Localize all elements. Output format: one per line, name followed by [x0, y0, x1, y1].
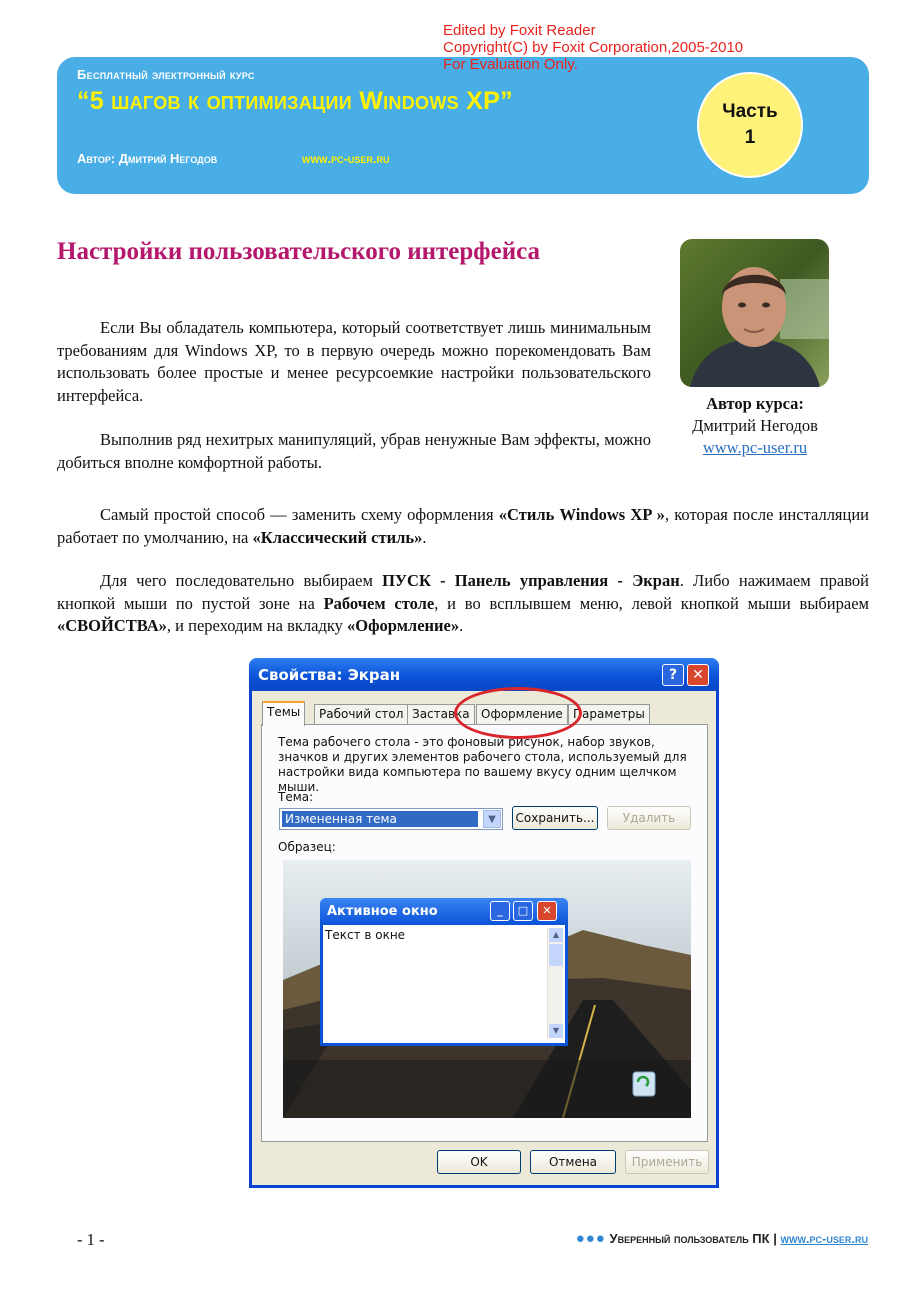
p4-bold-menu-path: ПУСК - Панель управления - Экран — [382, 571, 680, 590]
author-photo — [680, 239, 829, 387]
p4-text-e: , и во всплывшем меню, левой кнопкой мыши выбираем — [434, 593, 869, 613]
theme-description: Тема рабочего стола - это фоновый рисунок, набор звуков, значков и других элементов рабочего стола, используемый для настройки вида компьютера по вашему вкусу одним щелчком мыши. — [278, 735, 687, 794]
preview-window-text: Текст в окне — [325, 928, 406, 942]
preview-active-window — [320, 898, 568, 1046]
appearance-tab-highlight — [454, 687, 582, 739]
paragraph-1: Если Вы обладатель компьютера, который соответствует лишь минимальным требованиям для Windows XP, то в первую очередь можно порекомендовать Вам использовать более простые и менее ресурсоемкие настройки пользовательского интерфейса. — [57, 318, 651, 405]
part-badge — [697, 72, 803, 178]
foxit-watermark — [443, 22, 743, 73]
tab-appearance[interactable]: Оформление — [476, 704, 568, 725]
minimize-icon: _ — [490, 901, 510, 921]
course-banner — [57, 57, 869, 194]
footer-brand — [576, 1230, 868, 1247]
author-portrait-image — [680, 239, 829, 387]
preview-window-title-bar — [320, 898, 568, 925]
tab-themes[interactable]: Темы — [262, 701, 305, 726]
save-button[interactable]: Сохранить... — [512, 806, 598, 830]
chevron-down-icon[interactable]: ▼ — [483, 810, 501, 828]
apply-button[interactable]: Применить — [625, 1150, 709, 1174]
ok-button[interactable]: OK — [437, 1150, 521, 1174]
maximize-icon: □ — [513, 901, 533, 921]
banner-site-link[interactable]: www.pc-user.ru — [302, 151, 390, 166]
banner-title: “5 шагов к оптимизации Windows XP” — [77, 87, 513, 115]
section-heading: Настройки пользовательского интерфейса — [57, 238, 541, 265]
banner-subtitle: Бесплатный электронный курс — [77, 67, 255, 82]
p3-text-e: . — [422, 527, 427, 547]
p3-text-c: , которая после инсталляции работает по умолчанию, на — [57, 505, 870, 547]
delete-button[interactable]: Удалить — [607, 806, 691, 830]
tab-desktop[interactable]: Рабочий стол — [314, 704, 408, 725]
author-caption — [660, 393, 850, 459]
p4-bold-desktop: Рабочем столе — [323, 593, 435, 613]
dialog-title: Свойства: Экран — [258, 666, 401, 684]
paragraph-3 — [57, 504, 869, 549]
scroll-down-icon: ▼ — [549, 1024, 563, 1038]
display-properties-dialog — [249, 658, 719, 1188]
recycle-bin-icon — [633, 1072, 655, 1096]
scroll-up-icon: ▲ — [549, 928, 563, 942]
close-icon: ✕ — [537, 901, 557, 921]
themes-panel — [261, 724, 708, 1142]
footer-dots: ●●● — [575, 1230, 606, 1247]
close-icon[interactable]: ✕ — [687, 664, 709, 686]
preview-window-title: Активное окно — [327, 904, 438, 919]
watermark-line-1: Edited by Foxit Reader — [443, 22, 596, 39]
scroll-thumb — [549, 944, 563, 966]
watermark-line-2: Copyright(C) by Foxit Corporation,2005-2010 — [443, 39, 744, 56]
p4-bold-properties: «СВОЙСТВА» — [57, 616, 167, 635]
p3-text-a: Самый простой способ — заменить схему оформления — [100, 505, 499, 524]
p3-bold-classic-style: «Классический стиль» — [252, 527, 423, 547]
preview-scrollbar — [547, 928, 563, 1038]
p4-text-g: , и переходим на вкладку — [166, 616, 348, 635]
theme-preview — [283, 860, 691, 1118]
help-icon[interactable]: ? — [662, 664, 684, 686]
dialog-title-bar — [249, 658, 719, 691]
footer-text: Уверенный пользователь ПК | — [609, 1231, 781, 1246]
author-caption-label: Автор курса: — [706, 394, 804, 413]
cancel-button[interactable]: Отмена — [530, 1150, 616, 1174]
banner-author: Автор: Дмитрий Негодов — [77, 151, 218, 166]
paragraph-2: Выполнив ряд нехитрых манипуляций, убрав ненужные Вам эффекты, можно добиться вполне комфортной работы. — [57, 430, 651, 472]
theme-label: Тема: — [278, 790, 314, 804]
p3-bold-xp-style: «Стиль Windows XP » — [498, 505, 665, 524]
p4-text-c: . Либо нажимаем правой кнопкой мыши по пустой зоне на — [57, 571, 869, 613]
footer-site-link[interactable]: www.pc-user.ru — [780, 1231, 868, 1246]
sample-label: Образец: — [278, 840, 336, 854]
author-caption-name: Дмитрий Негодов — [692, 416, 818, 435]
paragraph-4 — [57, 570, 869, 638]
page-number: - 1 - — [77, 1230, 105, 1249]
p4-bold-appearance: «Оформление» — [347, 616, 460, 635]
p4-text-i: . — [459, 616, 464, 635]
tab-screensaver[interactable]: Заставка — [407, 704, 475, 725]
part-label: Часть — [722, 101, 778, 122]
p4-text-a: Для чего последовательно выбираем — [100, 571, 383, 590]
theme-select[interactable] — [279, 808, 503, 830]
theme-select-value: Измененная тема — [282, 811, 478, 827]
author-site-link[interactable]: www.pc-user.ru — [702, 438, 808, 457]
watermark-line-3: For Evaluation Only. — [443, 56, 578, 73]
part-number: 1 — [744, 127, 756, 148]
tab-settings[interactable]: Параметры — [568, 704, 650, 725]
